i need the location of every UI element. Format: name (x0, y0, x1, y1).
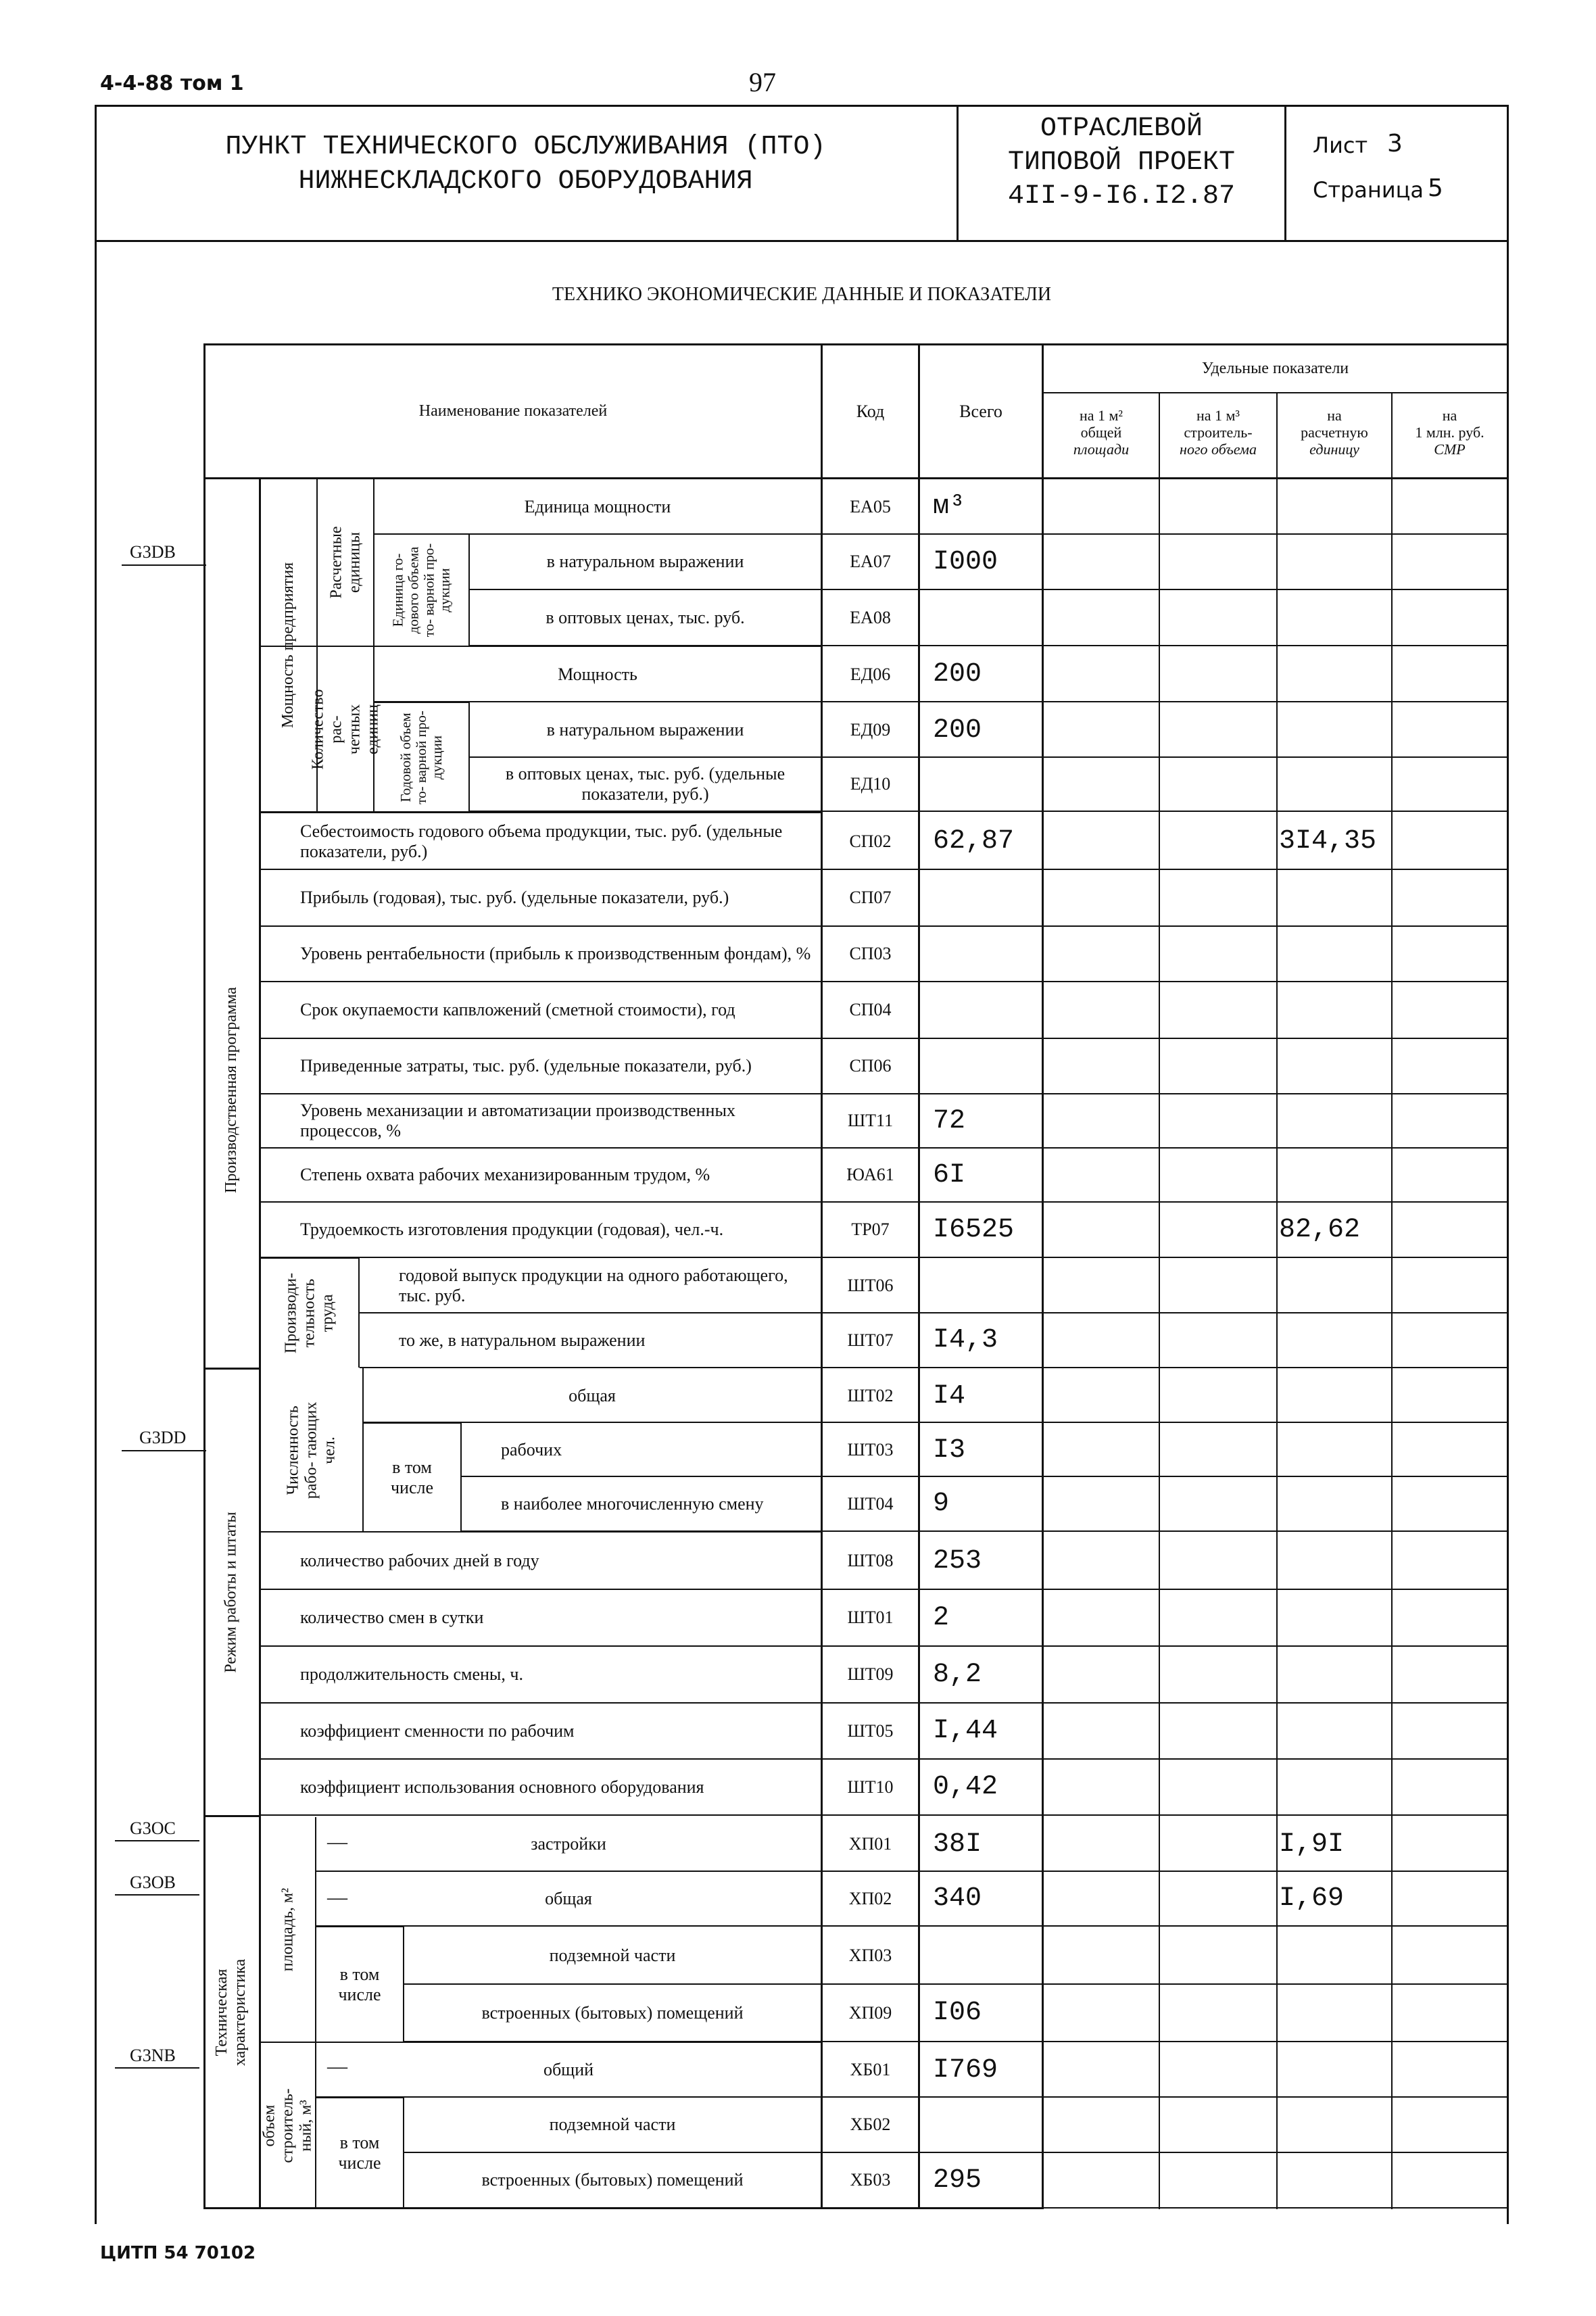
row-code: СП04 (849, 1000, 892, 1019)
group-mode-staff: Режим работы и штаты (222, 1512, 240, 1673)
row-total: 0,42 (933, 1772, 998, 1802)
row-specific-per-unit (1279, 1703, 1391, 1759)
row-code: ШТ04 (847, 1493, 894, 1514)
row-total: 200 (933, 715, 982, 746)
row-label: общий (543, 2060, 594, 2079)
row-label: Уровень рентабельности (прибыль к производственным фондам), % (300, 944, 811, 963)
group-production-program: Производственная программа (222, 987, 240, 1193)
row-code: ШТ02 (847, 1386, 894, 1405)
row-total (933, 2097, 1041, 2152)
row-specific-per-unit (1279, 982, 1391, 1038)
row-total: 8,2 (933, 1659, 982, 1690)
row-total: I4,3 (933, 1325, 998, 1355)
row-code: СП06 (849, 1056, 892, 1076)
row-specific-per-unit (1279, 1259, 1391, 1313)
row-specific-per-unit (1279, 757, 1391, 811)
header-per-m2: на 1 м² общей площади (1073, 407, 1130, 458)
row-code: ЕД06 (850, 664, 891, 684)
row-code: ХБ02 (850, 2115, 891, 2134)
row-specific-per-unit (1279, 2152, 1391, 2208)
row-total (933, 1927, 1041, 1984)
group-unit-volume: Единица го- дового объема то- варной про- дукции (389, 543, 453, 637)
row-code: ШТ10 (847, 1777, 894, 1797)
row-specific-per-unit (1279, 869, 1391, 926)
row-code: СП03 (849, 944, 892, 963)
row-label: в натуральном выражении (546, 720, 744, 740)
project-line-2: ТИПОВОЙ ПРОЕКТ (1007, 147, 1236, 178)
row-code: ШТ05 (847, 1720, 894, 1741)
row-total: 200 (933, 659, 982, 690)
row-label: общая (545, 1888, 592, 1908)
row-total (933, 982, 1041, 1038)
header-per-m3: на 1 м³ строитель- ного объема (1180, 407, 1257, 458)
margin-mark-g3db: G3DB (130, 542, 176, 562)
row-code: ЕД10 (850, 774, 891, 794)
row-specific-per-unit (1279, 926, 1391, 982)
row-total: 9 (933, 1489, 950, 1519)
sheet-value: 3 (1387, 130, 1403, 158)
row-label: подземной части (549, 1946, 676, 1965)
row-label: в оптовых ценах, тыс. руб. (удельные показатели, руб.) (505, 764, 785, 804)
group-capacity: Мощность предприятия (279, 562, 297, 729)
row-label: коэффициент использования основного оборудования (300, 1777, 704, 1797)
row-total (933, 1038, 1041, 1094)
row-code: СП07 (849, 888, 892, 907)
incl-label-headcount: в том числе (390, 1457, 434, 1497)
row-label: застройки (531, 1834, 606, 1854)
row-label: встроенных (бытовых) помещений (481, 2002, 744, 2023)
row-specific-per-unit: 82,62 (1279, 1214, 1361, 1245)
row-total (933, 757, 1041, 811)
row-code: СП02 (849, 831, 892, 851)
row-specific-per-unit (1279, 1094, 1391, 1148)
row-label: коэффициент сменности по рабочим (300, 1720, 575, 1741)
row-total (933, 926, 1041, 982)
row-specific-per-unit: I,9I (1279, 1829, 1345, 1860)
row-code: ЕА08 (850, 607, 891, 627)
row-label: количество рабочих дней в году (300, 1551, 539, 1570)
row-code: ХБ01 (850, 2060, 891, 2079)
row-specific-per-unit: I,69 (1279, 1883, 1345, 1914)
row-code: ШТ08 (847, 1551, 894, 1570)
margin-mark-g3nb: G3NB (130, 2046, 176, 2065)
row-specific-per-unit (1279, 1370, 1391, 1422)
row-code: ШТ07 (847, 1330, 894, 1350)
row-total: 295 (933, 2165, 982, 2196)
row-total: I4 (933, 1380, 966, 1412)
row-label: Трудоемкость изготовления продукции (годовая), чел.-ч. (300, 1220, 724, 1239)
header-per-unit: на расчетную единицу (1301, 407, 1368, 458)
group-calc-units: Расчетные единицы (327, 526, 364, 599)
row-specific-per-unit (1279, 2043, 1391, 2097)
row-code: ХП03 (848, 1946, 892, 1965)
row-label: Единица мощности (524, 496, 671, 516)
row-specific-per-unit (1279, 1984, 1391, 2042)
dash-built-area: — (327, 1831, 347, 1853)
footer-code: ЦИТП 54 70102 (100, 2243, 256, 2263)
row-label: Себестоимость годового объема продукции, тыс. руб. (удельные показатели, руб.) (300, 821, 783, 861)
header-per-mln: на 1 млн. руб. СМР (1415, 407, 1484, 458)
row-specific-per-unit (1279, 1589, 1391, 1646)
row-total (933, 1259, 1041, 1313)
row-specific-per-unit (1279, 1313, 1391, 1368)
group-volume: объем строитель- ный, м³ (260, 2088, 315, 2163)
dash-total-area: — (327, 1886, 347, 1908)
row-code: ШТ06 (847, 1276, 894, 1295)
series-label: 4-4-88 том 1 (100, 72, 244, 95)
row-specific-per-unit (1279, 1476, 1391, 1531)
row-total: I6525 (933, 1214, 1015, 1245)
margin-mark-g3ob: G3OB (130, 1873, 176, 1892)
row-label: в оптовых ценах, тыс. руб. (546, 607, 745, 627)
row-label: количество смен в сутки (300, 1608, 484, 1627)
project-line-1: ОТРАСЛЕВОЙ (1040, 114, 1203, 144)
title-line-2: НИЖНЕСКЛАДСКОГО ОБОРУДОВАНИЯ (298, 166, 753, 197)
row-label: Уровень механизации и автоматизации производственных процессов, % (300, 1101, 735, 1140)
row-label: встроенных (бытовых) помещений (481, 2170, 744, 2190)
row-total: I06 (933, 1998, 982, 2028)
margin-mark-g3oc: G3OC (130, 1818, 176, 1838)
row-total: I000 (933, 546, 998, 577)
sheet-label: Лист (1313, 132, 1368, 158)
table-title: ТЕХНИКО ЭКОНОМИЧЕСКИЕ ДАННЫЕ И ПОКАЗАТЕЛИ (552, 284, 1052, 305)
header-specific: Удельные показатели (1201, 360, 1349, 377)
page-label: Страница (1313, 177, 1424, 203)
row-label: подземной части (549, 2115, 676, 2134)
row-total: 62,87 (933, 826, 1015, 857)
row-total: 2 (933, 1602, 950, 1633)
row-specific-per-unit (1279, 1038, 1391, 1094)
row-code: ШТ03 (847, 1440, 894, 1459)
row-code: ХП09 (848, 2002, 892, 2023)
row-label: Мощность (558, 664, 637, 684)
row-label: то же, в натуральном выражении (399, 1330, 646, 1350)
page-value: 5 (1428, 174, 1443, 202)
group-tech-characteristics: Техническая характеристика (213, 1958, 249, 2067)
row-code: ТР07 (851, 1220, 890, 1239)
row-specific-per-unit (1279, 1148, 1391, 1202)
row-total: 340 (933, 1883, 982, 1914)
row-total: 253 (933, 1545, 982, 1576)
row-label: Степень охвата рабочих механизированным трудом, % (300, 1165, 710, 1184)
project-code: 4II-9-I6.I2.87 (1007, 181, 1236, 212)
title-line-1: ПУНКТ ТЕХНИЧЕСКОГО ОБСЛУЖИВАНИЯ (ПТО) (225, 132, 826, 162)
row-code: ШТ09 (847, 1664, 894, 1684)
row-code: ШТ11 (847, 1111, 894, 1130)
row-total: 6I (933, 1159, 966, 1190)
row-specific-per-unit: 3I4,35 (1279, 826, 1377, 857)
row-code: ЮА61 (846, 1165, 894, 1184)
row-total: I3 (933, 1434, 966, 1466)
row-code: ХП01 (848, 1834, 892, 1854)
row-code: ШТ01 (847, 1608, 894, 1627)
row-specific-per-unit (1279, 1533, 1391, 1589)
row-label: общая (569, 1386, 616, 1405)
row-label: рабочих (501, 1440, 562, 1459)
row-specific-per-unit (1279, 1646, 1391, 1703)
row-label: Прибыль (годовая), тыс. руб. (удельные показатели, руб.) (300, 888, 729, 907)
row-label: в наиболее многочисленную смену (501, 1493, 764, 1514)
row-specific-per-unit (1279, 703, 1391, 757)
header-total: Всего (959, 401, 1002, 421)
header-code: Код (856, 401, 885, 421)
row-total: I769 (933, 2054, 998, 2085)
group-qty-units: Количество рас- четных единиц (309, 689, 382, 769)
row-label: Приведенные затраты, тыс. руб. (удельные показатели, руб.) (300, 1056, 752, 1076)
row-code: ЕД09 (850, 720, 891, 740)
row-code: ЕА07 (850, 552, 891, 571)
row-specific-per-unit (1279, 2097, 1391, 2152)
row-total (933, 869, 1041, 926)
row-specific-per-unit (1279, 647, 1391, 702)
row-specific-per-unit (1279, 479, 1391, 534)
row-code: ХБ03 (850, 2170, 891, 2190)
row-specific-per-unit (1279, 1759, 1391, 1815)
row-code: ХП02 (848, 1888, 892, 1908)
row-label: годовой выпуск продукции на одного работающего, тыс. руб. (399, 1265, 788, 1305)
group-productivity: Производи- тельность труда (282, 1272, 337, 1354)
row-specific-per-unit (1279, 589, 1391, 646)
group-headcount: Численность рабо- тающих чел. (284, 1401, 339, 1499)
row-code: ЕА05 (850, 496, 891, 516)
incl-label-area: в том числе (338, 1964, 381, 2004)
group-annual-volume: Годовой объем то- варной про- дукции (397, 710, 445, 804)
row-label: в натуральном выражении (546, 552, 744, 571)
incl-label-volume: в том числе (338, 2133, 381, 2173)
row-total: м³ (933, 491, 966, 522)
group-area: площадь, м² (279, 1887, 297, 1971)
dash-total-volume: — (327, 2055, 347, 2077)
row-total: 38I (933, 1829, 982, 1860)
page-number: 97 (749, 67, 776, 97)
row-label: Срок окупаемости капвложений (сметной стоимости), год (300, 1000, 735, 1019)
row-total: I,44 (933, 1716, 998, 1746)
row-specific-per-unit (1279, 1424, 1391, 1476)
row-specific-per-unit (1279, 1927, 1391, 1984)
row-total: 72 (933, 1105, 966, 1136)
header-name: Наименование показателей (418, 402, 608, 420)
margin-mark-g3dd: G3DD (139, 1428, 187, 1447)
row-specific-per-unit (1279, 534, 1391, 589)
row-total (933, 589, 1041, 646)
row-label: продолжительность смены, ч. (300, 1664, 523, 1684)
